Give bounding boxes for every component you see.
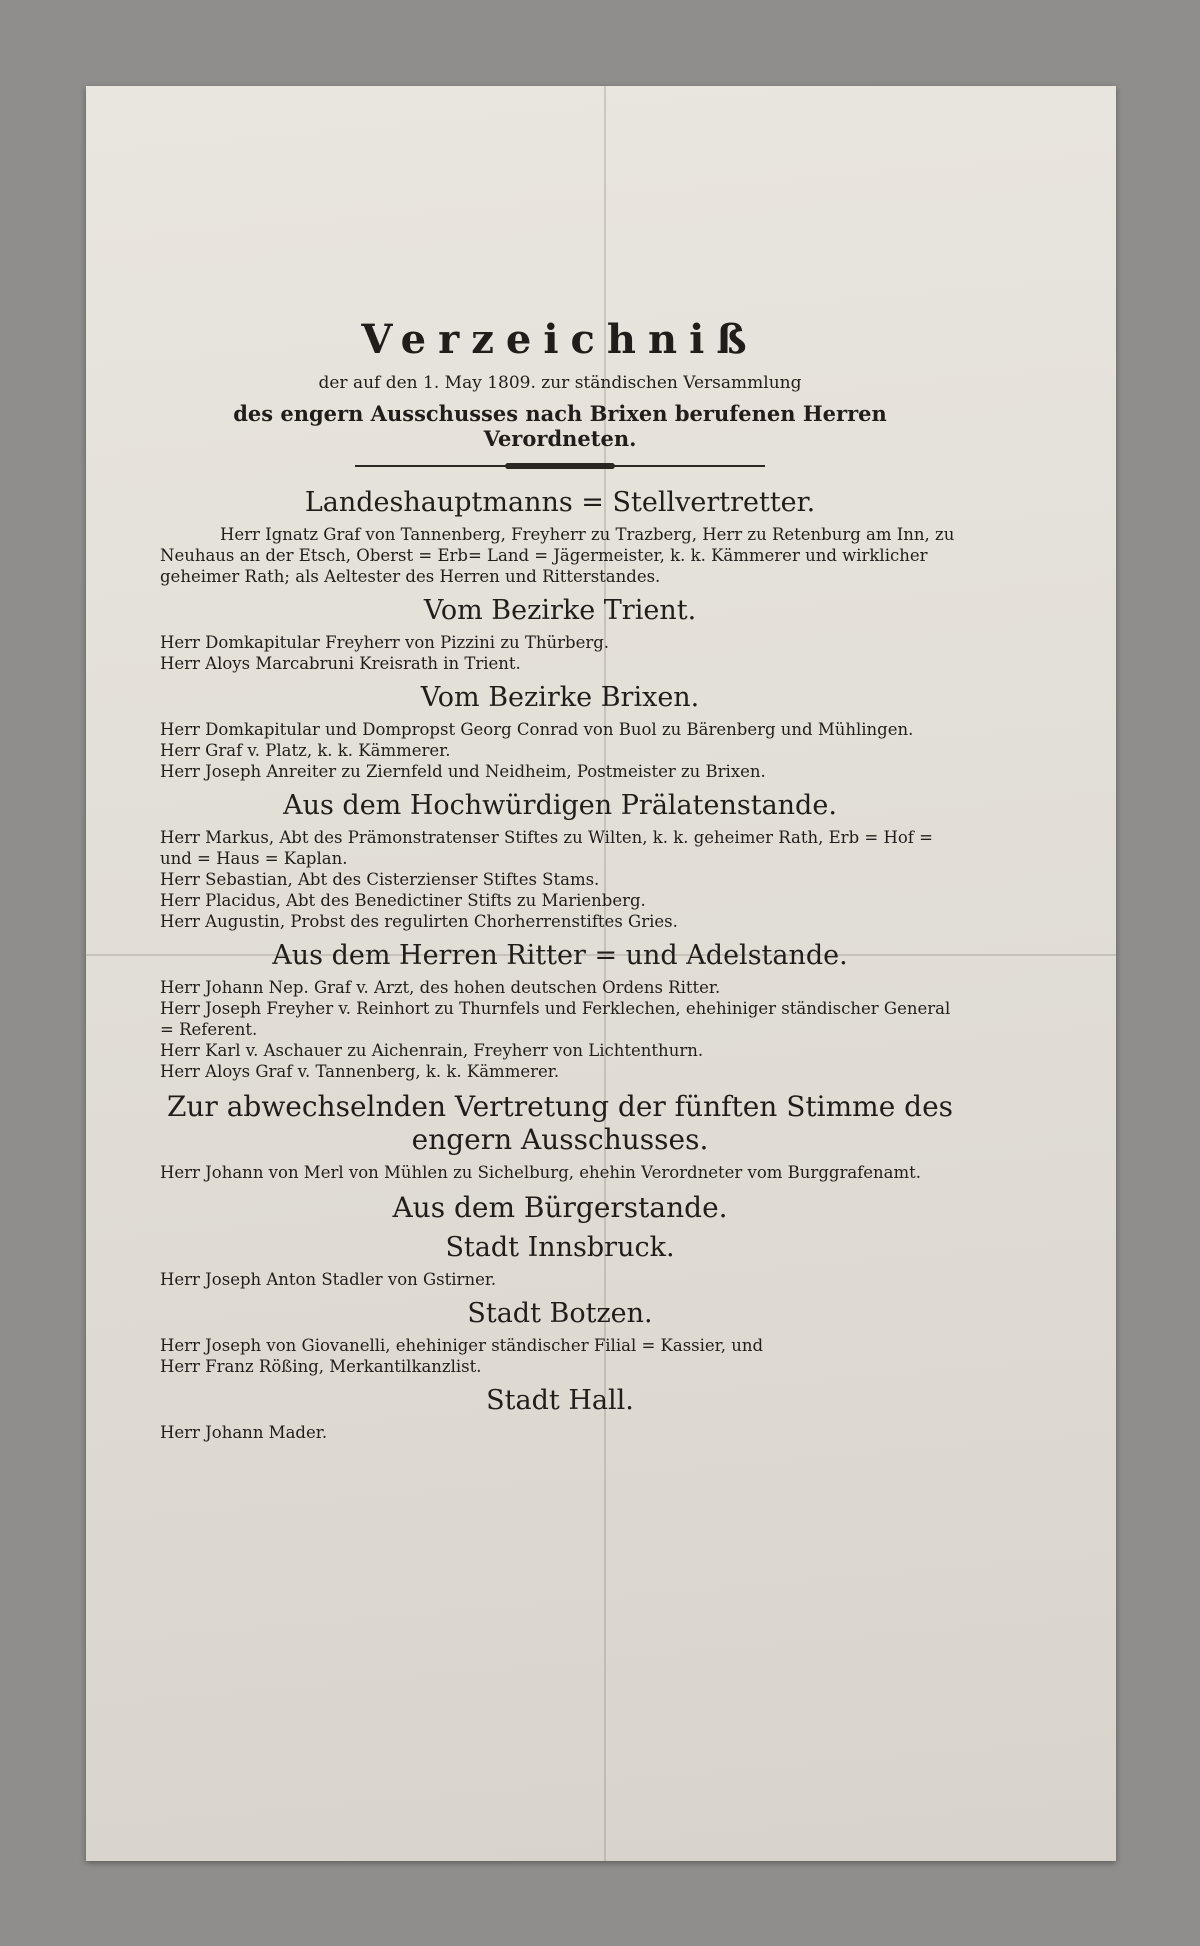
entry: Herr Aloys Graf v. Tannenberg, k. k. Kämmerer. (160, 1062, 560, 1081)
entry: Herr Markus, Abt des Prämonstratenser Stiftes zu Wilten, k. k. geheimer Rath, Erb = Hof = und = Haus = Kaplan. (160, 828, 933, 868)
entry: Herr Domkapitular und Dompropst Georg Conrad von Buol zu Bärenberg und Mühlingen. (160, 720, 914, 739)
section-heading: Stadt Innsbruck. (445, 1232, 675, 1263)
entry: Herr Franz Rößing, Merkantilkanzlist. (160, 1357, 482, 1376)
section-heading: Stadt Hall. (486, 1385, 634, 1416)
entry: Herr Joseph von Giovanelli, ehehiniger ständischer Filial = Kassier, und (160, 1336, 764, 1355)
section-heading: Aus dem Hochwürdigen Prälatenstande. (283, 790, 837, 821)
entry: Herr Joseph Anton Stadler von Gstirner. (160, 1270, 497, 1289)
entry: Herr Joseph Freyher v. Reinhort zu Thurnfels und Ferklechen, ehehiniger ständischer General = Referent. (160, 999, 951, 1039)
entry: Herr Johann Mader. (160, 1423, 328, 1442)
entry: Herr Joseph Anreiter zu Ziernfeld und Neidheim, Postmeister zu Brixen. (160, 762, 766, 781)
entry: Herr Ignatz Graf von Tannenberg, Freyherr zu Trazberg, Herr zu Retenburg am Inn, zu Neuhaus an der Etsch, Oberst = Erb= Land = Jägermeister, k. k. Kämmerer und wirklicher geheimer Rath; als Aeltester des Herren und Ritterstandes. (160, 525, 955, 586)
entry: Herr Aloys Marcabruni Kreisrath in Trient. (160, 654, 521, 673)
paper-sheet (86, 86, 1116, 1861)
subtitle-line-2: des engern Ausschusses nach Brixen berufenen Herren Verordneten. (233, 401, 887, 451)
section-botzen (160, 1298, 960, 1377)
entry: Herr Johann Nep. Graf v. Arzt, des hohen deutschen Ordens Ritter. (160, 978, 721, 997)
entry: Herr Graf v. Platz, k. k. Kämmerer. (160, 741, 451, 760)
entry: Herr Karl v. Aschauer zu Aichenrain, Freyherr von Lichtenthurn. (160, 1041, 704, 1060)
section-fuenfte-stimme (160, 1090, 960, 1183)
entry: Herr Augustin, Probst des regulirten Chorherrenstiftes Gries. (160, 912, 678, 931)
section-ritter-adel (160, 940, 960, 1082)
document-title: Verzeichniß (361, 316, 759, 363)
section-praelaten (160, 790, 960, 932)
section-heading: Aus dem Bürgerstande. (392, 1191, 728, 1224)
entry: Herr Placidus, Abt des Benedictiner Stifts zu Marienberg. (160, 891, 646, 910)
section-innsbruck (160, 1232, 960, 1290)
section-heading: Landeshauptmanns = Stellvertretter. (304, 487, 816, 518)
section-heading: Stadt Botzen. (467, 1298, 653, 1329)
section-buergerstand (160, 1191, 960, 1224)
ornamental-rule (355, 463, 765, 469)
entry: Herr Domkapitular Freyherr von Pizzini zu Thürberg. (160, 633, 610, 652)
section-heading: Aus dem Herren Ritter = und Adelstande. (272, 940, 848, 971)
section-brixen (160, 682, 960, 782)
section-landeshauptmann (160, 487, 960, 587)
section-trient (160, 595, 960, 674)
section-hall (160, 1385, 960, 1443)
entry: Herr Sebastian, Abt des Cisterzienser Stiftes Stams. (160, 870, 600, 889)
section-heading: Vom Bezirke Brixen. (420, 682, 700, 713)
section-heading: Zur abwechselnden Vertretung der fünften Stimme des engern Ausschusses. (166, 1090, 954, 1156)
subtitle-line-1: der auf den 1. May 1809. zur ständischen Versammlung (318, 373, 802, 393)
entry: Herr Johann von Merl von Mühlen zu Sichelburg, ehehin Verordneter vom Burggrafenamt. (160, 1163, 922, 1182)
section-heading: Vom Bezirke Trient. (423, 595, 697, 626)
document-body (160, 316, 960, 1451)
